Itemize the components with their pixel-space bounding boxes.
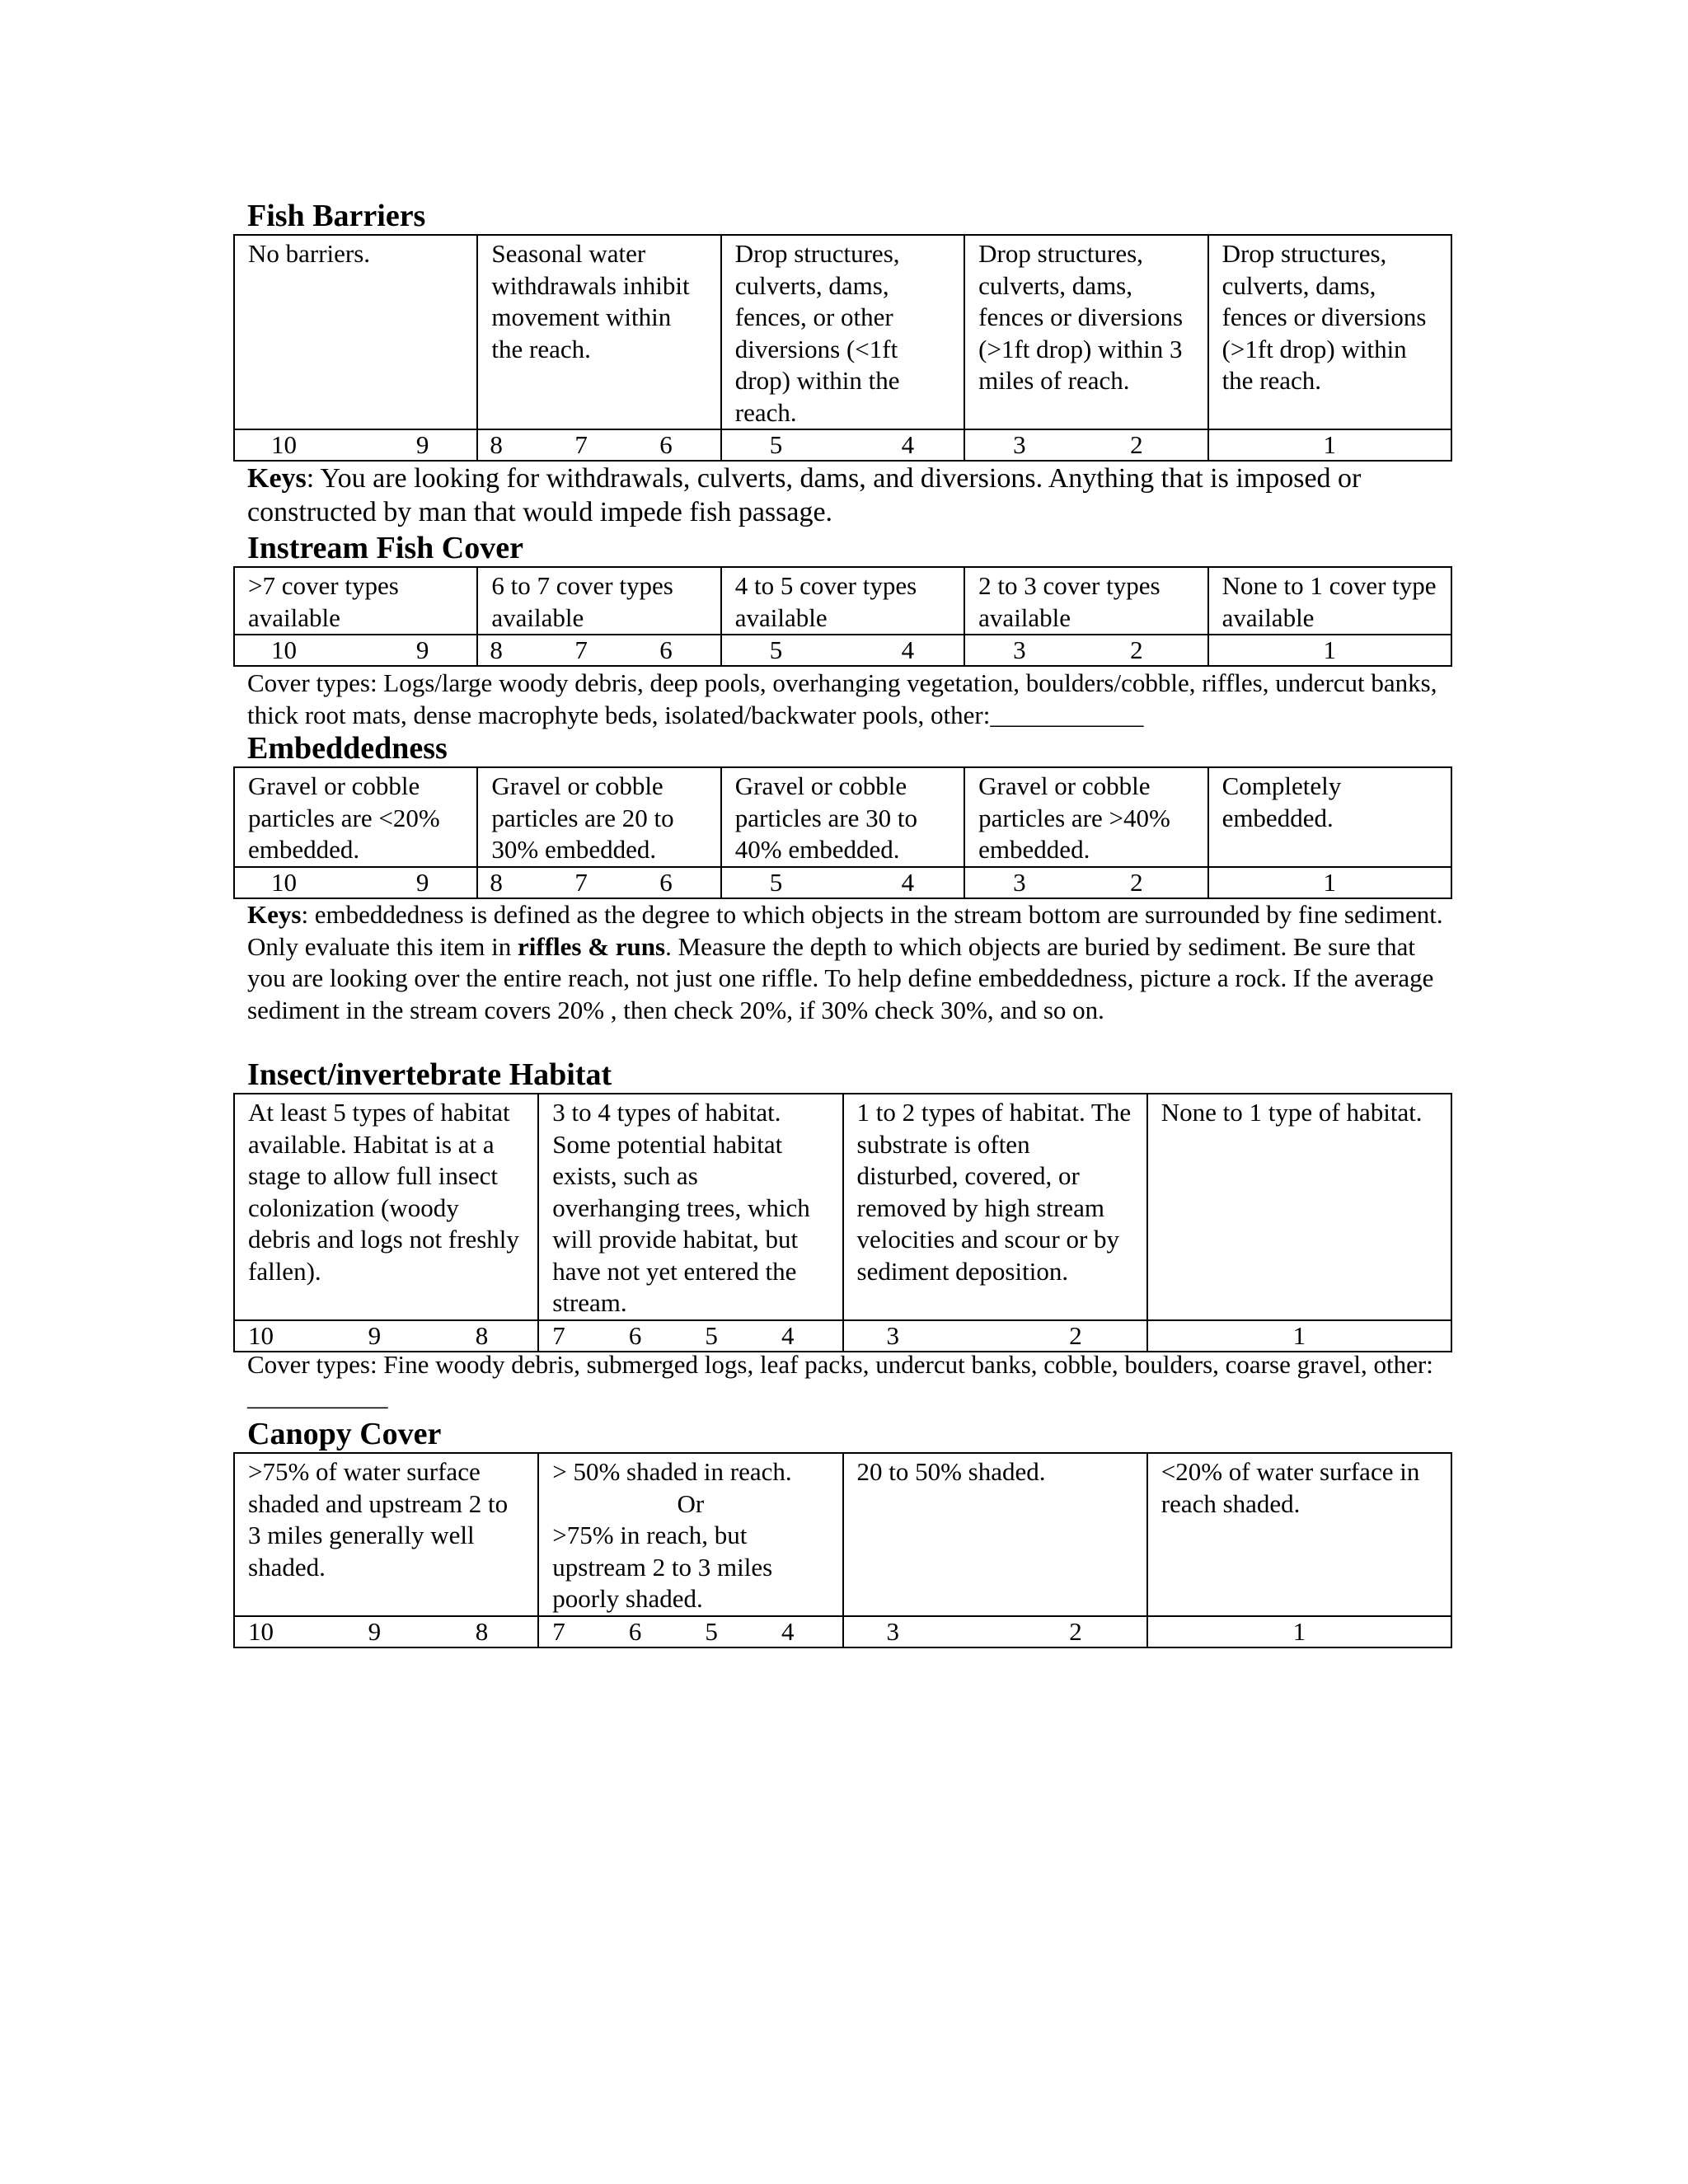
canopy-cover-table — [233, 1452, 1452, 1648]
score[interactable]: 3 — [886, 1320, 899, 1350]
instream-fish-cover-table — [233, 566, 1452, 667]
fish-barriers-table — [233, 234, 1452, 462]
insect-habitat-cell-4: None to 1 type of habitat. — [1147, 1094, 1451, 1320]
score[interactable]: 7 — [552, 1320, 565, 1350]
score[interactable]: 7 — [574, 867, 588, 897]
score[interactable]: 5 — [769, 430, 783, 459]
score[interactable]: 6 — [659, 430, 673, 459]
keys-label: Keys — [247, 900, 302, 929]
fish-barriers-cell-1: No barriers. — [234, 235, 477, 429]
canopy-cover-cell-4: <20% of water surface in reach shaded. — [1147, 1453, 1451, 1616]
insect-habitat-score-row — [234, 1320, 1451, 1352]
instream-fish-cover-cell-4: 2 to 3 cover types available — [964, 567, 1207, 635]
score[interactable]: 4 — [781, 1616, 795, 1646]
score[interactable]: 4 — [901, 635, 915, 664]
embeddedness-cell-3: Gravel or cobble particles are 30 to 40% embedded. — [721, 767, 964, 867]
score[interactable]: 10 — [271, 430, 297, 459]
embeddedness-score-row — [234, 867, 1451, 898]
score[interactable]: 10 — [271, 867, 297, 897]
score[interactable]: 5 — [769, 635, 783, 664]
keys-text: . Measure the depth to which objects are buried by sediment. Be sure that you are looking over the entire reach, not just one riffle. To help define embeddedness, picture a rock. If the average sediment in the stream covers 20% , then check 20%, if 30% check 30%, and so on. — [247, 931, 1434, 1024]
score[interactable]: 8 — [475, 1320, 489, 1350]
canopy-cover-or: Or — [677, 1488, 705, 1518]
canopy-cover-cell-2-rest: >75% in reach, but upstream 2 to 3 miles poorly shaded. — [552, 1521, 773, 1613]
score[interactable]: 7 — [574, 635, 588, 664]
score[interactable]: 8 — [490, 867, 503, 897]
score[interactable]: 6 — [659, 635, 673, 664]
canopy-cover-cell-3: 20 to 50% shaded. — [843, 1453, 1147, 1616]
fish-barriers-heading: Fish Barriers — [247, 199, 426, 233]
fish-barriers-cell-2: Seasonal water withdrawals inhibit movement within the reach. — [477, 235, 720, 429]
keys-label: Keys — [247, 463, 307, 494]
embeddedness-cell-2: Gravel or cobble particles are 20 to 30% embedded. — [477, 767, 720, 867]
insect-habitat-table — [233, 1093, 1452, 1352]
score[interactable]: 4 — [781, 1320, 795, 1350]
score[interactable]: 1 — [1323, 635, 1337, 664]
score[interactable]: 2 — [1069, 1320, 1082, 1350]
insect-habitat-heading: Insect/invertebrate Habitat — [247, 1057, 612, 1092]
insect-habitat-cell-3: 1 to 2 types of habitat. The substrate is often disturbed, covered, or removed by high stream velocities and scour or by sediment deposition. — [843, 1094, 1147, 1320]
insect-habitat-cell-1: At least 5 types of habitat available. Habitat is at a stage to allow full insect colonization (woody debris and logs not freshly fallen). — [234, 1094, 538, 1320]
score[interactable]: 9 — [368, 1320, 382, 1350]
embeddedness-cell-1: Gravel or cobble particles are <20% embedded. — [234, 767, 477, 867]
score[interactable]: 9 — [415, 635, 429, 664]
score[interactable]: 8 — [475, 1616, 489, 1646]
embeddedness-cell-5: Completely embedded. — [1208, 767, 1451, 867]
instream-fish-cover-cell-5: None to 1 cover type available — [1208, 567, 1451, 635]
embeddedness-description-row — [234, 767, 1451, 867]
score[interactable]: 5 — [769, 867, 783, 897]
score[interactable]: 8 — [490, 430, 503, 459]
score[interactable]: 4 — [901, 867, 915, 897]
score[interactable]: 1 — [1323, 430, 1337, 459]
insect-habitat-note: Cover types: Fine woody debris, submerged logs, leaf packs, undercut banks, cobble, boulders, coarse gravel, other: ___________ — [247, 1350, 1433, 1411]
instream-fish-cover-description-row — [234, 567, 1451, 635]
fish-barriers-score-row — [234, 429, 1451, 461]
embeddedness-heading: Embeddedness — [247, 731, 448, 766]
score[interactable]: 8 — [490, 635, 503, 664]
canopy-cover-cell-2 — [538, 1453, 842, 1616]
score[interactable]: 2 — [1130, 867, 1143, 897]
keys-text: : You are looking for withdrawals, culverts, dams, and diversions. Anything that is imposed or constructed by man that would impede fish passage. — [247, 463, 1362, 527]
keys-emphasis: riffles & runs — [518, 931, 666, 961]
fish-barriers-cell-3: Drop structures, culverts, dams, fences, or other diversions (<1ft drop) within the reach. — [721, 235, 964, 429]
fish-barriers-cell-4: Drop structures, culverts, dams, fences or diversions (>1ft drop) within 3 miles of reach. — [964, 235, 1207, 429]
canopy-cover-cell-2-line: > 50% shaded in reach. — [552, 1457, 792, 1486]
score[interactable]: 6 — [628, 1616, 642, 1646]
instream-fish-cover-heading: Instream Fish Cover — [247, 531, 523, 565]
score[interactable]: 3 — [1013, 430, 1026, 459]
score[interactable]: 7 — [574, 430, 588, 459]
score[interactable]: 9 — [415, 430, 429, 459]
keys-text: : embeddedness is defined as the degree to which objects in the stream bottom are surrounded by fine sediment. Only evaluate this item in — [247, 900, 1443, 961]
score[interactable]: 10 — [248, 1616, 274, 1646]
instream-fish-cover-cell-2: 6 to 7 cover types available — [477, 567, 720, 635]
embeddedness-table — [233, 766, 1452, 899]
insect-habitat-cell-2: 3 to 4 types of habitat. Some potential habitat exists, such as overhanging trees, which will provide habitat, but have not yet entered the stream. — [538, 1094, 842, 1320]
fish-barriers-cell-5: Drop structures, culverts, dams, fences or diversions (>1ft drop) within the reach. — [1208, 235, 1451, 429]
score[interactable]: 9 — [368, 1616, 382, 1646]
score[interactable]: 6 — [659, 867, 673, 897]
score[interactable]: 1 — [1292, 1320, 1306, 1350]
embeddedness-keys — [247, 899, 1451, 1026]
canopy-cover-description-row — [234, 1453, 1451, 1616]
canopy-cover-score-row — [234, 1616, 1451, 1647]
score[interactable]: 7 — [552, 1616, 565, 1646]
instream-fish-cover-cell-1: >7 cover types available — [234, 567, 477, 635]
score[interactable]: 1 — [1323, 867, 1337, 897]
instream-fish-cover-score-row — [234, 635, 1451, 666]
instream-fish-cover-note: Cover types: Logs/large woody debris, deep pools, overhanging vegetation, boulders/cobble, riffles, undercut banks, thick root mats, dense macrophyte beds, isolated/backwater pools, other:____________ — [247, 668, 1437, 729]
score[interactable]: 2 — [1130, 430, 1143, 459]
canopy-cover-cell-1: >75% of water surface shaded and upstream 2 to 3 miles generally well shaded. — [234, 1453, 538, 1616]
score[interactable]: 5 — [705, 1616, 718, 1646]
score[interactable]: 4 — [901, 430, 915, 459]
score[interactable]: 3 — [1013, 635, 1026, 664]
score[interactable]: 3 — [886, 1616, 899, 1646]
score[interactable]: 1 — [1292, 1616, 1306, 1646]
fish-barriers-keys — [247, 462, 1451, 529]
score[interactable]: 6 — [628, 1320, 642, 1350]
insect-habitat-description-row — [234, 1094, 1451, 1320]
embeddedness-cell-4: Gravel or cobble particles are >40% embedded. — [964, 767, 1207, 867]
canopy-cover-heading: Canopy Cover — [247, 1417, 442, 1451]
score[interactable]: 3 — [1013, 867, 1026, 897]
fish-barriers-description-row — [234, 235, 1451, 429]
instream-fish-cover-cell-3: 4 to 5 cover types available — [721, 567, 964, 635]
score[interactable]: 2 — [1069, 1616, 1082, 1646]
score[interactable]: 10 — [248, 1320, 274, 1350]
score[interactable]: 2 — [1130, 635, 1143, 664]
score[interactable]: 10 — [271, 635, 297, 664]
score[interactable]: 9 — [415, 867, 429, 897]
score[interactable]: 5 — [705, 1320, 718, 1350]
